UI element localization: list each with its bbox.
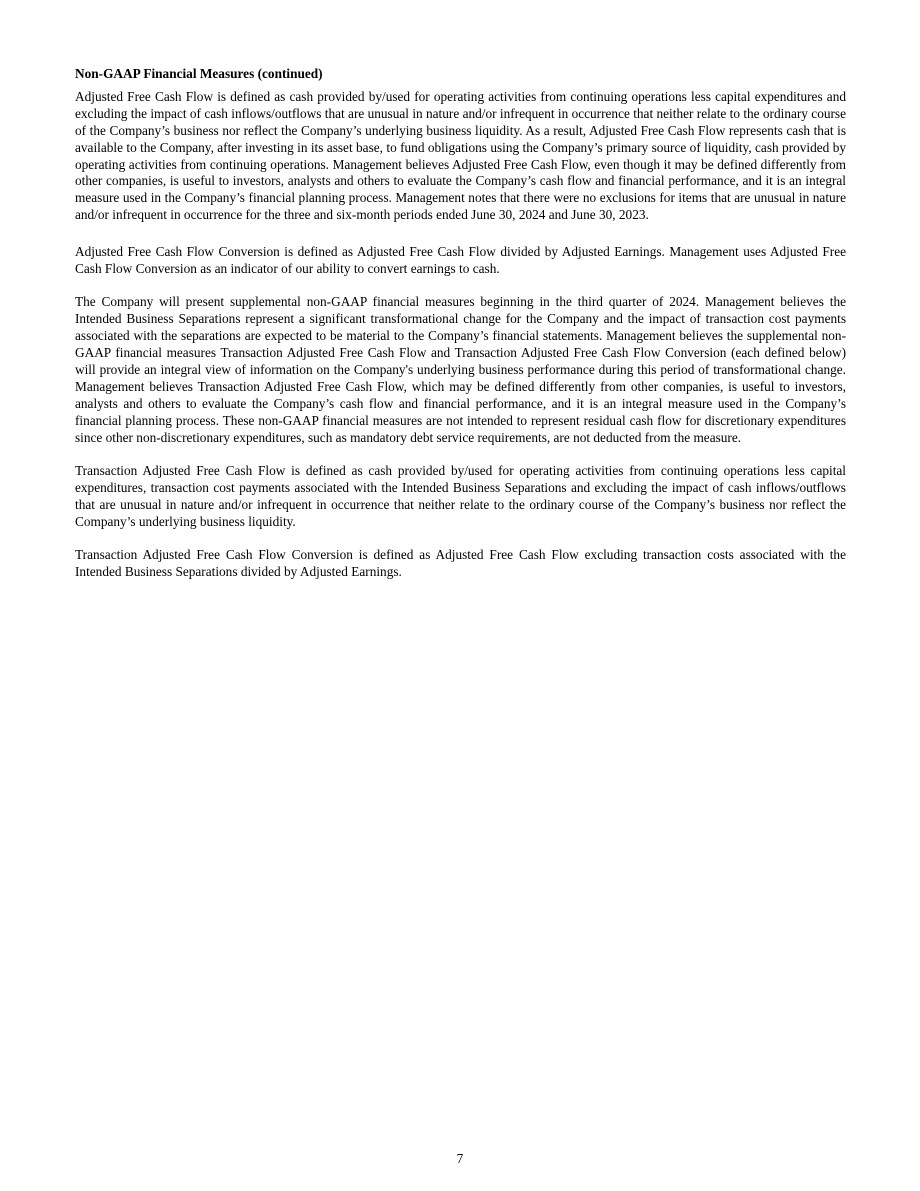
section-heading: Non-GAAP Financial Measures (continued): [75, 66, 323, 81]
paragraph-adjusted-free-cash-flow-conversion: Adjusted Free Cash Flow Conversion is defined as Adjusted Free Cash Flow divided by Adjusted Earnings. Management uses Adjusted Free Cash Flow Conversion as an indicator of our ability to convert earnings to cash.: [75, 244, 846, 277]
paragraph-adjusted-free-cash-flow: Adjusted Free Cash Flow is defined as cash provided by/used for operating activities from continuing operations less capital expenditures and excluding the impact of cash inflows/outflows that are unusual in nature and/or infrequent in occurrence that neither relate to the ordinary course of the Company’s business nor reflect the Company’s underlying business liquidity. As a result, Adjusted Free Cash Flow represents cash that is available to the Company, after investing in its asset base, to fund obligations using the Company’s primary source of liquidity, cash provided by operating activities from continuing operations. Management believes Adjusted Free Cash Flow, even though it may be defined differently from other companies, is useful to investors, analysts and others to evaluate the Company’s cash flow and financial performance, and it is an integral measure used in the Company’s financial planning process. Management notes that there were no exclusions for items that are unusual in nature and/or infrequent in occurrence for the three and six-month periods ended June 30, 2024 and June 30, 2023.: [75, 88, 846, 223]
page-number: 7: [456, 1151, 464, 1166]
paragraph-transaction-adjusted-conversion: Transaction Adjusted Free Cash Flow Conversion is defined as Adjusted Free Cash Flow excluding transaction costs associated with the Intended Business Separations divided by Adjusted Earnings.: [75, 547, 846, 580]
document-body: [75, 66, 846, 598]
paragraph-supplemental-measures: The Company will present supplemental non-GAAP financial measures beginning in the third quarter of 2024. Management believes the Intended Business Separations represent a significant transformational change for the Company and the impact of transaction cost payments associated with the separations are expected to be material to the Company’s financial statements. Management believes the supplemental non-GAAP financial measures Transaction Adjusted Free Cash Flow and Transaction Adjusted Free Cash Flow Conversion (each defined below) will provide an integral view of information on the Company's underlying business performance during this period of transformational change. Management believes Transaction Adjusted Free Cash Flow, which may be defined differently from other companies, is useful to investors, analysts and others to evaluate the Company’s cash flow and financial performance, and it is an integral measure used in the Company’s financial planning process. These non-GAAP financial measures are not intended to represent residual cash flow for discretionary expenditures since other non-discretionary expenditures, such as mandatory debt service requirements, are not deducted from the measure.: [75, 294, 846, 445]
paragraph-transaction-adjusted-free-cash-flow: Transaction Adjusted Free Cash Flow is defined as cash provided by/used for operating activities from continuing operations less capital expenditures, transaction cost payments associated with the Intended Business Separations and excluding the impact of cash inflows/outflows that are unusual in nature and/or infrequent in occurrence that neither relate to the ordinary course of the Company’s business nor reflect the Company’s underlying business liquidity.: [75, 463, 846, 529]
